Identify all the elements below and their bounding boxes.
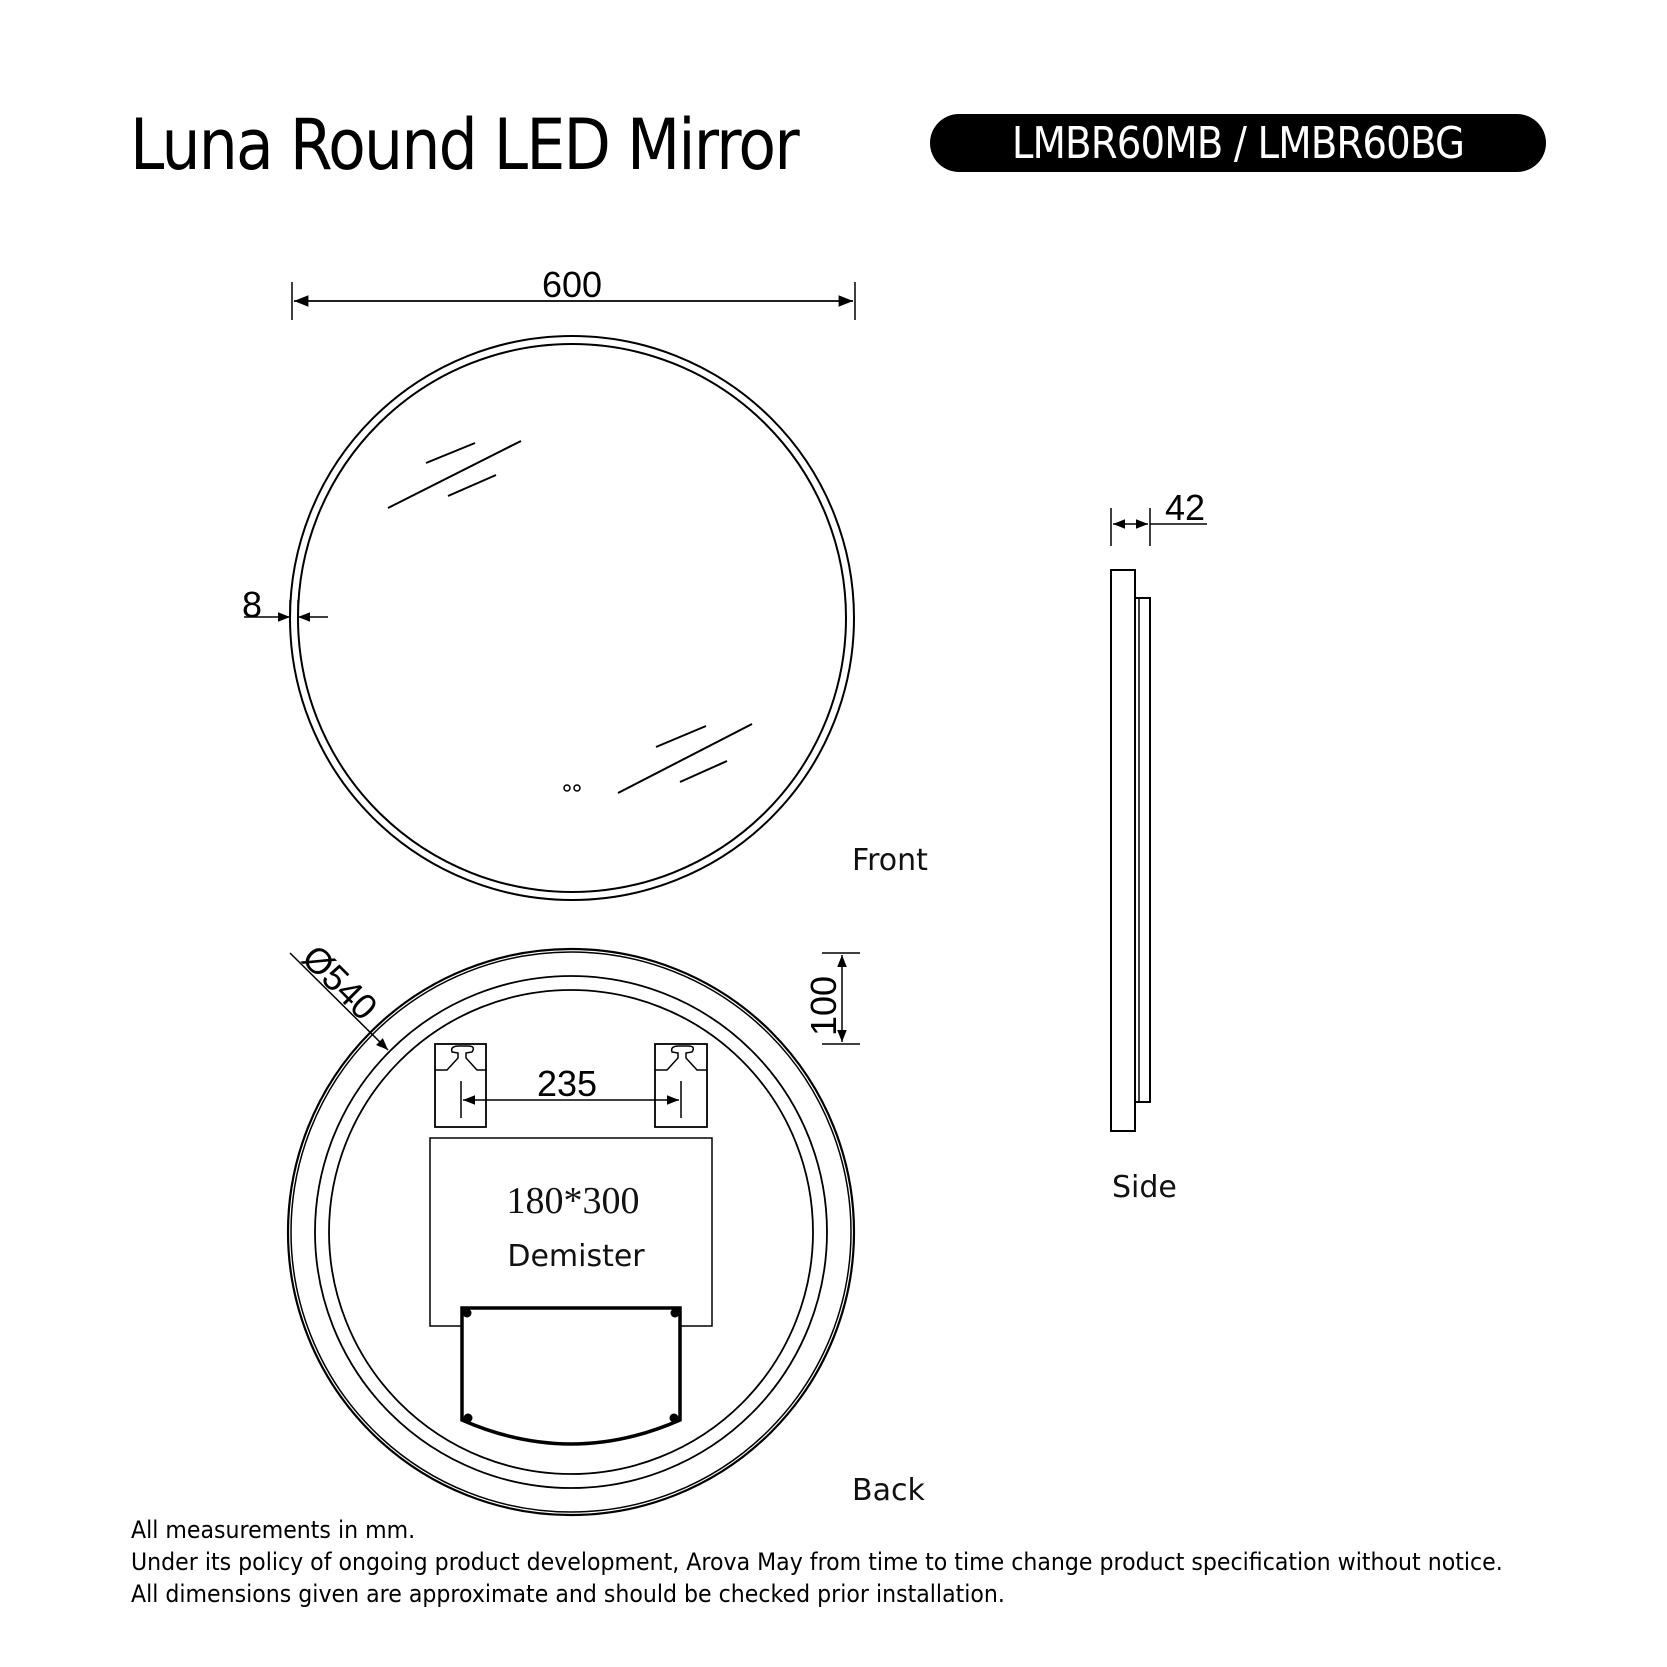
screw-icon: [671, 1415, 678, 1422]
back-view-label: Back: [852, 1473, 925, 1508]
reflection-glints-top: [388, 441, 521, 508]
front-view: [244, 282, 855, 900]
demister-size-label: 180*300: [506, 1180, 640, 1222]
footer-line-policy: Under its policy of ongoing product development, Arova May from time to time change product specification without notice.: [131, 1548, 1503, 1576]
page-title: Luna Round LED Mirror: [130, 104, 798, 186]
back-view: [288, 949, 860, 1515]
touch-sensor-icon: [564, 785, 570, 791]
reflection-glints-bottom: [618, 724, 752, 793]
side-view-label: Side: [1112, 1170, 1177, 1205]
driver-box: [462, 1308, 680, 1444]
side-back-panel: [1135, 598, 1150, 1102]
mirror-inner-edge: [298, 344, 846, 892]
width-dimension-label: 600: [541, 264, 603, 305]
front-view-label: Front: [852, 843, 928, 878]
hanger-spacing-dimension-label: 235: [536, 1063, 598, 1104]
diameter-dimension-label: Ø540: [294, 936, 386, 1028]
mirror-outer-edge: [290, 336, 854, 900]
hanger-offset-dimension-label: 100: [803, 975, 844, 1036]
screw-icon: [672, 1310, 679, 1317]
footer-line-units: All measurements in mm.: [131, 1516, 416, 1544]
hanger-right: [655, 1044, 707, 1127]
hanger-left: [435, 1044, 486, 1127]
side-mirror-body: [1111, 570, 1135, 1131]
screw-icon: [465, 1415, 472, 1422]
model-badge-text: LMBR60MB / LMBR60BG: [1011, 117, 1465, 169]
frame-dimension-label: 8: [242, 584, 263, 625]
footer-notes: [131, 1514, 1503, 1610]
demister-pad: [430, 1138, 712, 1326]
side-view: [1111, 508, 1207, 1131]
demister-label: Demister: [507, 1239, 645, 1274]
footer-line-approximate: All dimensions given are approximate and should be checked prior installation.: [131, 1580, 1005, 1608]
touch-sensor-icon: [574, 785, 580, 791]
screw-icon: [464, 1310, 471, 1317]
depth-dimension-label: 42: [1165, 487, 1206, 528]
